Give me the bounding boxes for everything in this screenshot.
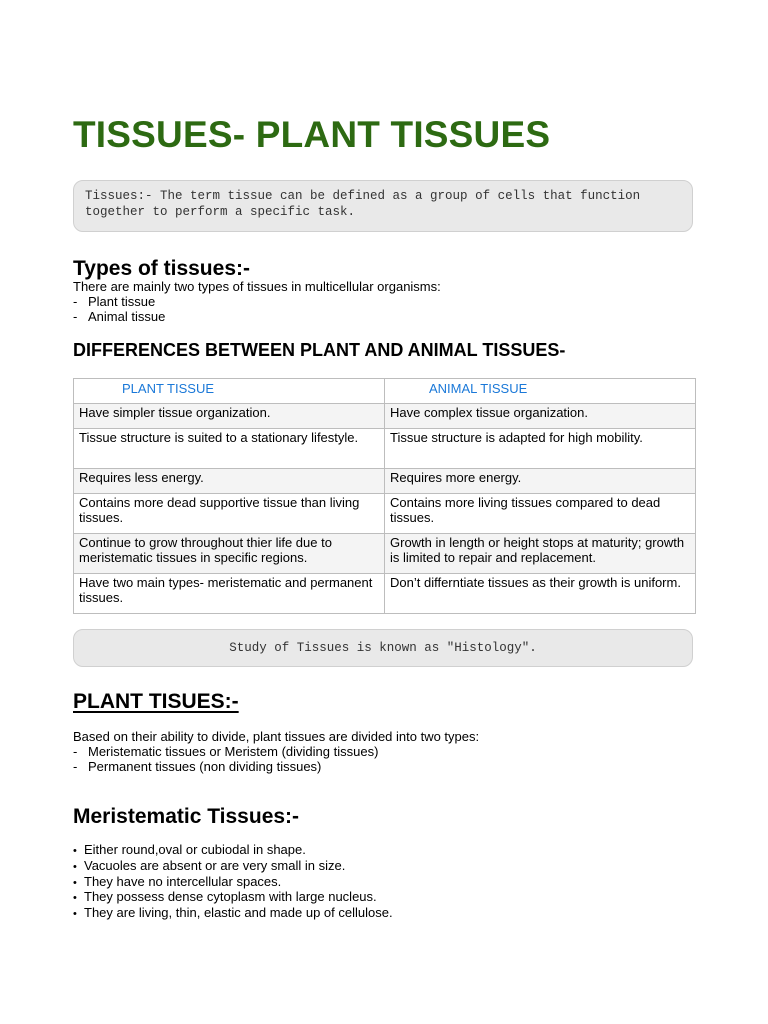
list-item: • Either round,oval or cubiodal in shape. <box>73 843 393 859</box>
definition-note <box>73 180 693 232</box>
table-row <box>74 404 696 429</box>
table-cell: Don’t differntiate tissues as their growth is uniform. <box>385 574 696 614</box>
table-cell: Have complex tissue organization. <box>385 404 696 429</box>
plant-tissues-heading: PLANT TISUES:- <box>73 690 239 713</box>
list-item: • They are living, thin, elastic and made up of cellulose. <box>73 906 393 922</box>
table-row <box>74 574 696 614</box>
table-cell: Contains more dead supportive tissue than living tissues. <box>74 494 385 534</box>
page-title: TISSUES- PLANT TISSUES <box>73 114 551 155</box>
table-row <box>74 429 696 469</box>
column-header-animal: ANIMAL TISSUE <box>385 379 696 404</box>
table-cell: Continue to grow throughout thier life due to meristematic tissues in specific regions. <box>74 534 385 574</box>
types-intro: There are mainly two types of tissues in multicellular organisms: <box>73 279 441 294</box>
table-row <box>74 494 696 534</box>
types-heading: Types of tissues:- <box>73 257 250 280</box>
differences-table <box>73 378 696 614</box>
definition-note-line: together to perform a specific task. <box>85 204 356 219</box>
meristematic-heading: Meristematic Tissues:- <box>73 805 300 828</box>
list-item: - Permanent tissues (non dividing tissues) <box>73 760 479 775</box>
definition-note-line: Tissues:- The term tissue can be defined as a group of cells that function <box>85 189 641 203</box>
table-cell: Tissue structure is adapted for high mobility. <box>385 429 696 469</box>
table-cell: Growth in length or height stops at maturity; growth is limited to repair and replacement. <box>385 534 696 574</box>
meristematic-list <box>73 843 393 922</box>
list-item: • Vacuoles are absent or are very small in size. <box>73 859 393 875</box>
table-cell: Have simpler tissue organization. <box>74 404 385 429</box>
plant-tissues-paragraph <box>73 730 479 774</box>
list-item: - Plant tissue <box>73 295 441 310</box>
plant-tissues-intro: Based on their ability to divide, plant tissues are divided into two types: <box>73 729 480 744</box>
types-paragraph <box>73 280 441 324</box>
list-item: • They have no intercellular spaces. <box>73 875 393 891</box>
table-cell: Requires more energy. <box>385 469 696 494</box>
table-cell: Contains more living tissues compared to dead tissues. <box>385 494 696 534</box>
list-item: - Animal tissue <box>73 310 441 325</box>
histology-note: Study of Tissues is known as "Histology". <box>73 629 693 667</box>
column-header-plant: PLANT TISSUE <box>74 379 385 404</box>
table-row <box>74 534 696 574</box>
table-cell: Have two main types- meristematic and permanent tissues. <box>74 574 385 614</box>
list-item: • They possess dense cytoplasm with large nucleus. <box>73 890 393 906</box>
table-cell: Requires less energy. <box>74 469 385 494</box>
list-item: - Meristematic tissues or Meristem (dividing tissues) <box>73 745 479 760</box>
table-row <box>74 469 696 494</box>
differences-heading: DIFFERENCES BETWEEN PLANT AND ANIMAL TISSUES- <box>73 340 566 360</box>
table-header-row <box>74 379 696 404</box>
table-cell: Tissue structure is suited to a stationary lifestyle. <box>74 429 385 469</box>
